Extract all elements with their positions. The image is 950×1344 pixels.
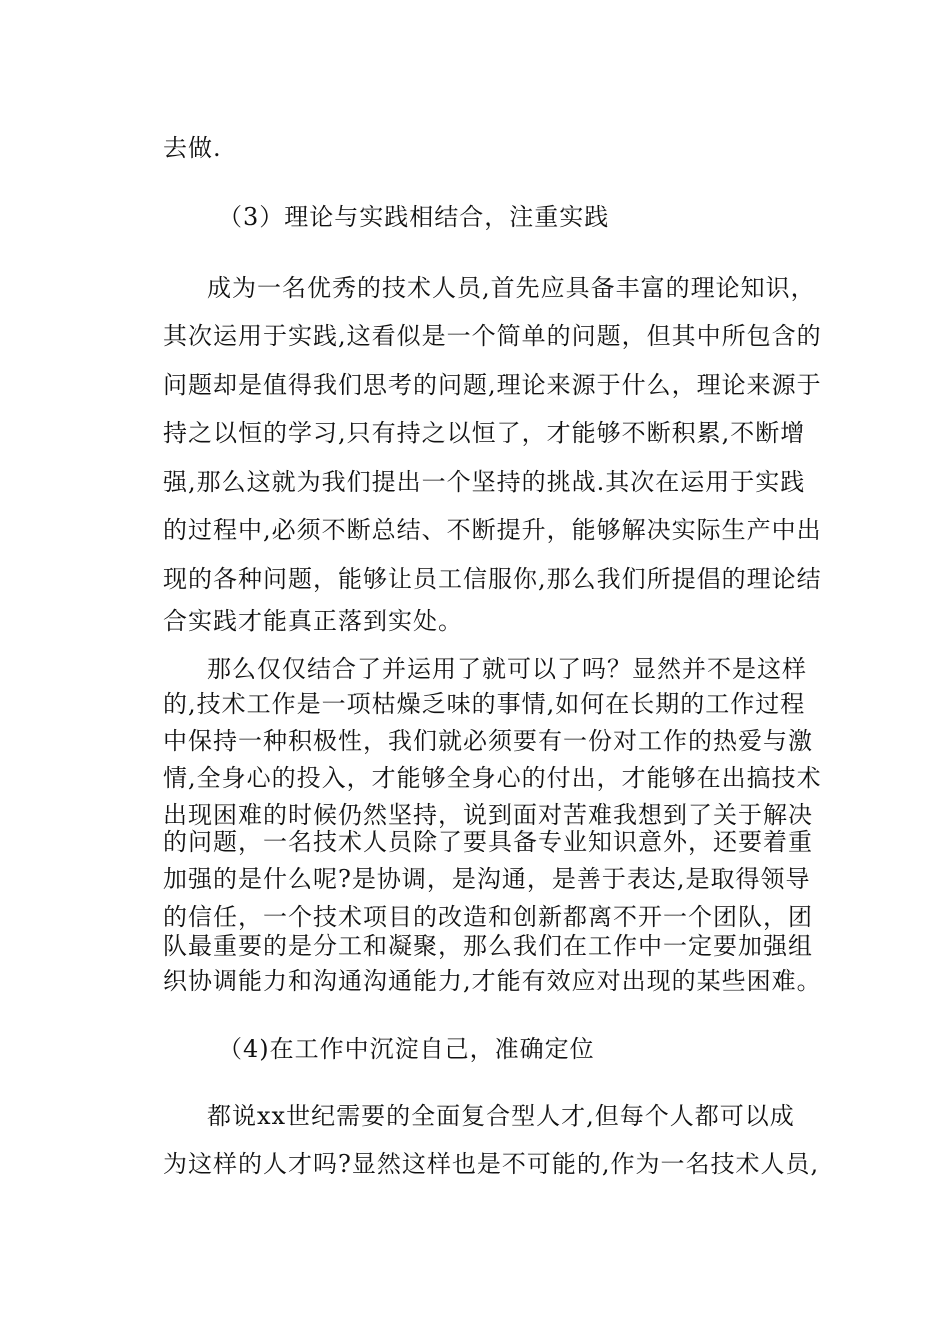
text-line: 队最重要的是分工和凝聚，那么我们在工作中一定要加强组: [163, 932, 813, 960]
text-line: 织协调能力和沟通沟通能力,才能有效应对出现的某些困难。: [163, 967, 822, 995]
text-line: 的问题，一名技术人员除了要具备专业知识意外，还要着重: [163, 828, 813, 856]
text-line: 持之以恒的学习,只有持之以恒了，才能够不断积累,不断增: [163, 419, 806, 447]
text-line: 其次运用于实践,这看似是一个简单的问题，但其中所包含的: [163, 322, 822, 350]
text-line: 合实践才能真正落到实处。: [163, 607, 463, 635]
text-line: 加强的是什么呢?是协调，是沟通，是善于表达,是取得领导: [163, 865, 811, 893]
text-line: 现的各种问题，能够让员工信服你,那么我们所提倡的理论结: [163, 565, 822, 593]
text-line: 为这样的人才吗?显然这样也是不可能的,作为一名技术人员,: [163, 1150, 820, 1178]
text-line: 的信任，一个技术项目的改造和创新都离不开一个团队，团: [163, 903, 813, 931]
text-line: 强,那么这就为我们提出一个坚持的挑战.其次在运用于实践: [163, 468, 806, 496]
text-line: 出现困难的时候仍然坚持，说到面对苦难我想到了关于解决: [163, 801, 813, 829]
text-line: 中保持一种积极性，我们就必须要有一份对工作的热爱与激: [163, 727, 813, 755]
text-line: 的过程中,必须不断总结、不断提升，能够解决实际生产中出: [163, 516, 822, 544]
paragraph-first-line: 那么仅仅结合了并运用了就可以了吗？显然并不是这样: [207, 655, 807, 683]
paragraph-first-line: 成为一名优秀的技术人员,首先应具备丰富的理论知识，: [207, 274, 816, 302]
text-line: 的,技术工作是一项枯燥乏味的事情,如何在长期的工作过程: [163, 690, 806, 718]
text-line: 去做.: [163, 134, 222, 162]
section-heading: （3）理论与实践相结合，注重实践: [218, 203, 610, 231]
paragraph-first-line: 都说xx世纪需要的全面复合型人才,但每个人都可以成: [207, 1102, 795, 1130]
text-line: 情,全身心的投入，才能够全身心的付出，才能够在出搞技术: [163, 764, 822, 792]
text-line: 问题却是值得我们思考的问题,理论来源于什么，理论来源于: [163, 371, 822, 399]
section-heading: （4)在工作中沉淀自己，准确定位: [218, 1035, 595, 1063]
